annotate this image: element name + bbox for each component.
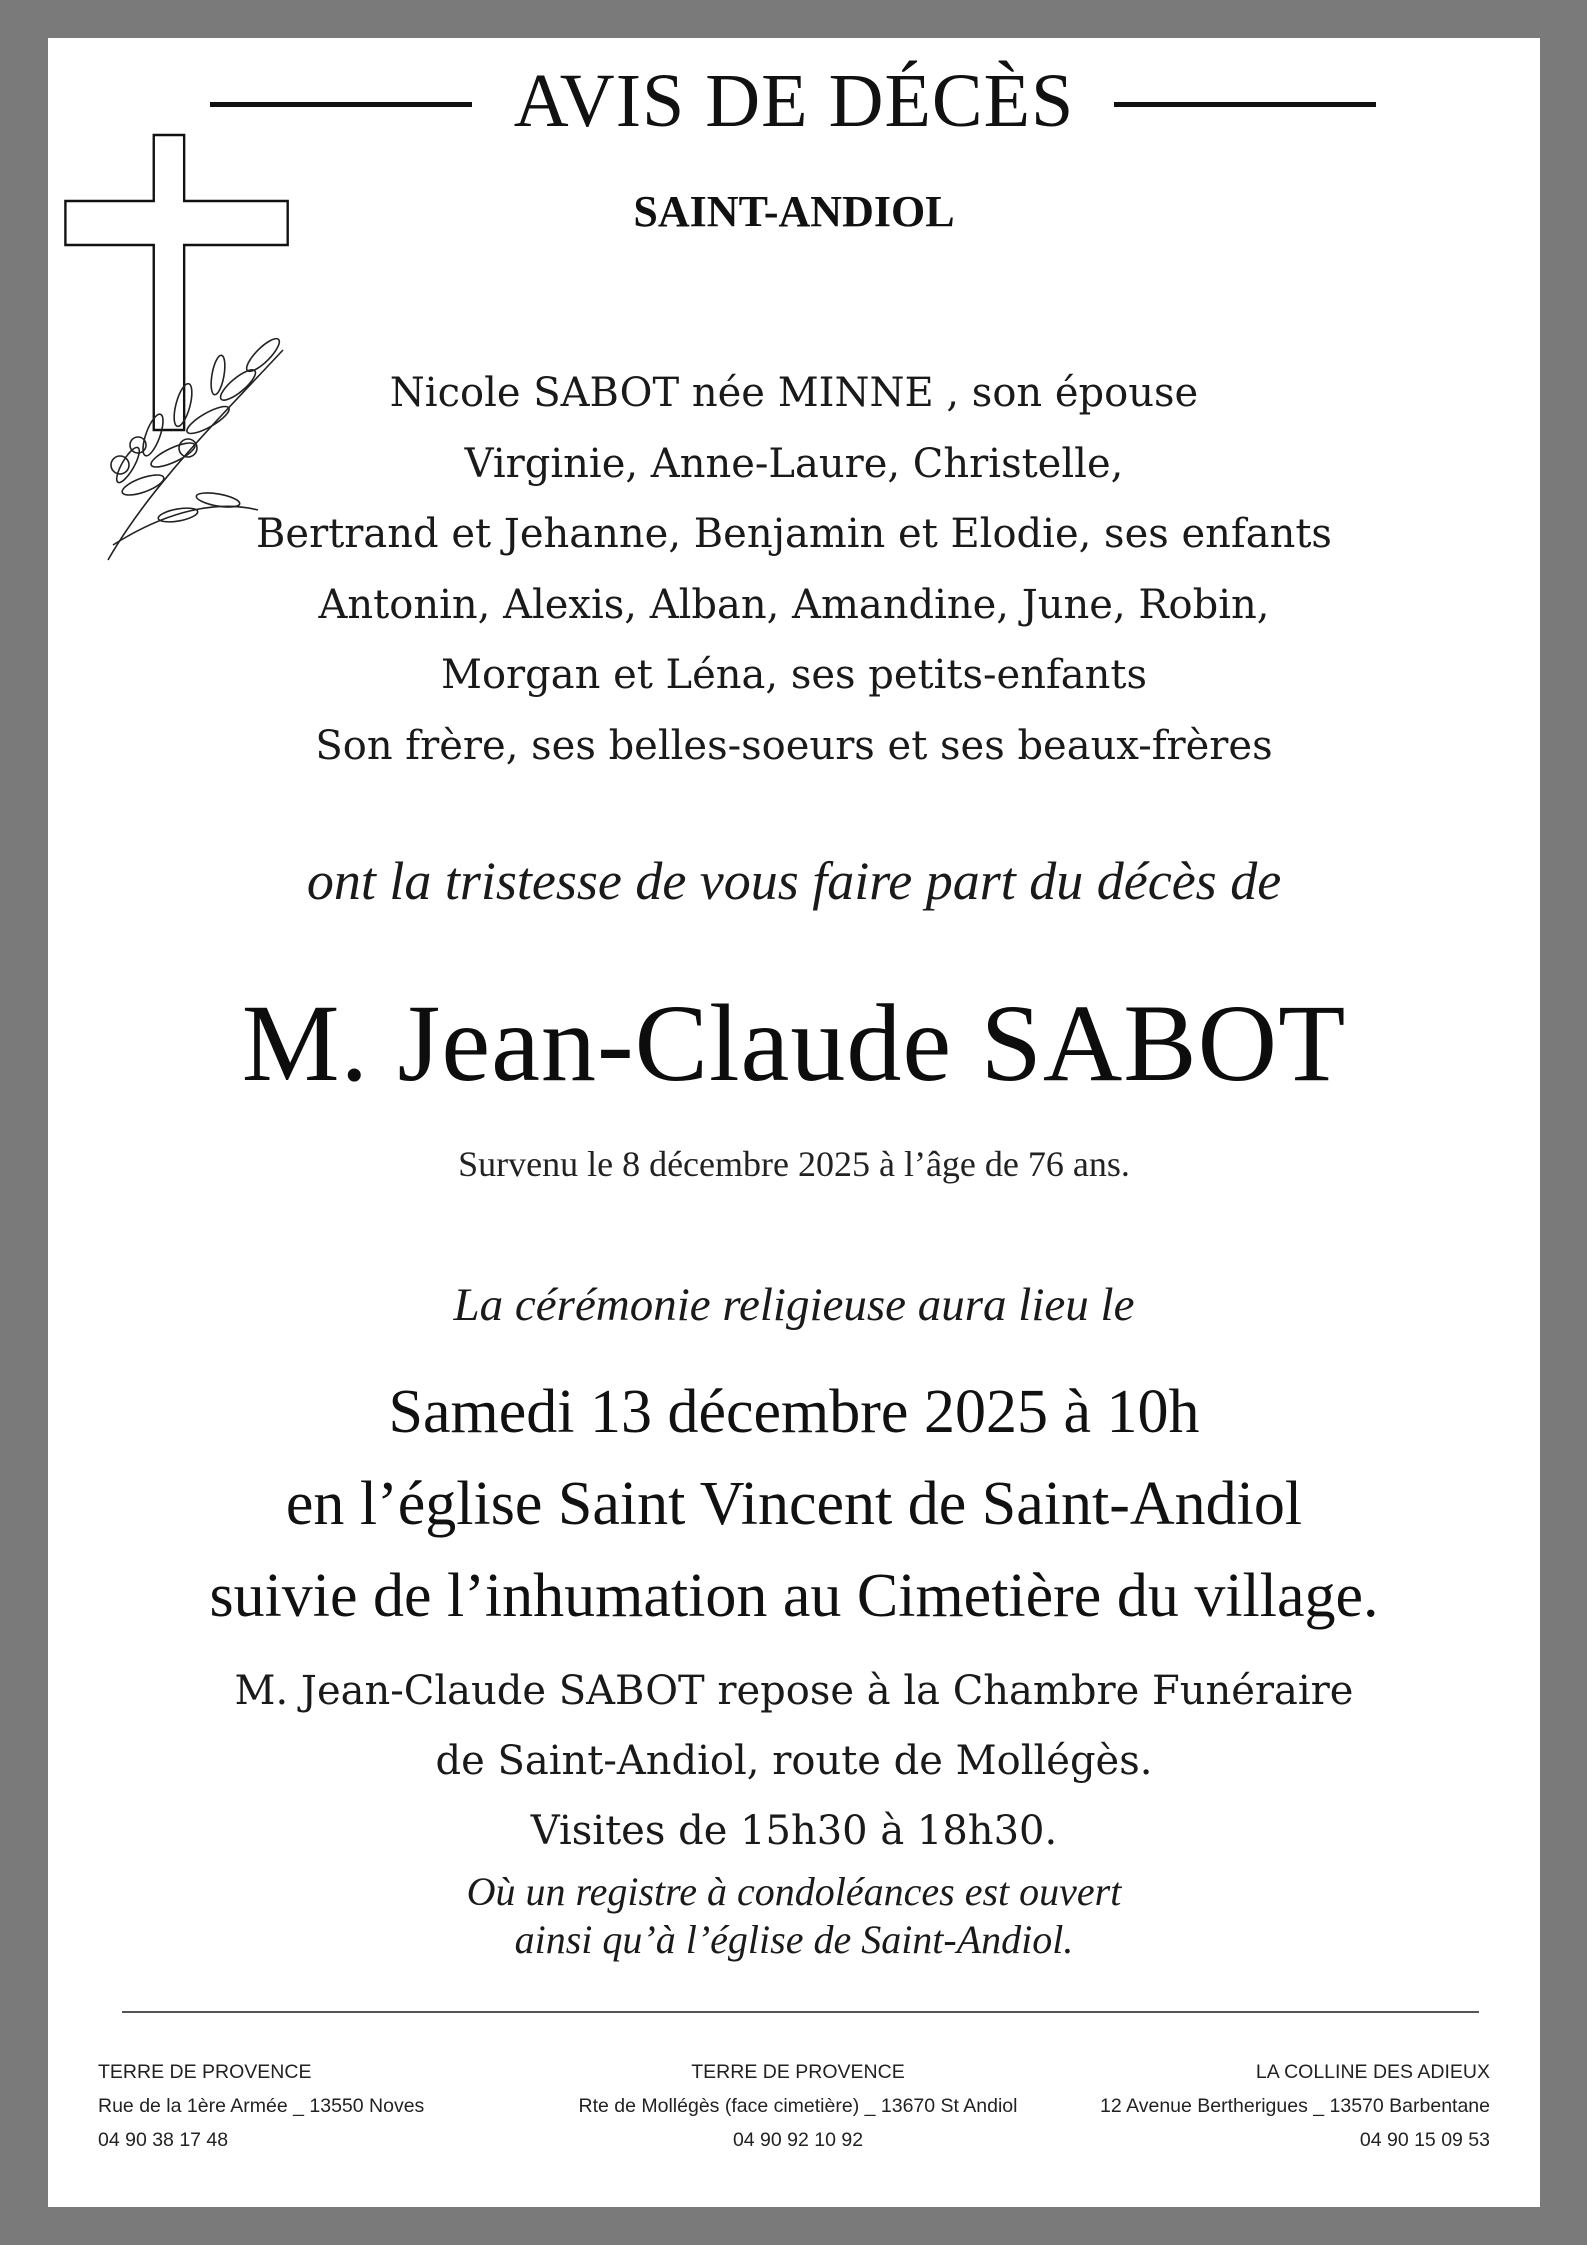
register-line: ainsi qu’à l’église de Saint-Andiol. xyxy=(514,1917,1074,1962)
funeral-home-name: TERRE DE PROVENCE xyxy=(98,2061,312,2083)
funeral-home-phone: 04 90 15 09 53 xyxy=(1359,2129,1490,2151)
title-divider-right xyxy=(1114,102,1376,107)
funeral-home-name: LA COLLINE DES ADIEUX xyxy=(1255,2061,1490,2083)
repose-info xyxy=(48,1656,1540,1866)
repose-line: de Saint-Andiol, route de Mollégès. xyxy=(435,1738,1153,1784)
deceased-name: M. Jean-Claude SABOT xyxy=(241,982,1347,1104)
repose-line: Visites de 15h30 à 18h30. xyxy=(530,1808,1058,1854)
footer-divider xyxy=(122,2011,1479,2013)
ceremony-details xyxy=(48,1366,1540,1642)
ceremony-line: en l’église Saint Vincent de Saint-Andiol xyxy=(285,1470,1303,1538)
funeral-home-address: Rte de Mollégès (face cimetière) _ 13670 St Andiol xyxy=(578,2095,1018,2117)
repose-line: M. Jean-Claude SABOT repose à la Chambre Funéraire xyxy=(234,1668,1354,1714)
family-line: Virginie, Anne-Laure, Christelle, xyxy=(464,440,1124,487)
family-line: Son frère, ses belles-soeurs et ses beaux-frères xyxy=(315,722,1273,769)
funeral-home-address: 12 Avenue Bertherigues _ 13570 Barbentane xyxy=(1100,2095,1490,2117)
family-line: Nicole SABOT née MINNE , son épouse xyxy=(389,370,1199,416)
obituary-page xyxy=(48,38,1540,2207)
funeral-home-3 xyxy=(1100,2055,1490,2157)
town-name: SAINT-ANDIOL xyxy=(633,187,955,236)
funeral-home-name: TERRE DE PROVENCE xyxy=(691,2061,905,2083)
family-line: Antonin, Alexis, Alban, Amandine, June, Robin, xyxy=(318,581,1270,628)
funeral-home-1 xyxy=(98,2055,424,2157)
ceremony-intro: La cérémonie religieuse aura lieu le xyxy=(453,1279,1135,1331)
family-line: Morgan et Léna, ses petits-enfants xyxy=(441,652,1147,698)
announcement-text: ont la tristesse de vous faire part du décès de xyxy=(306,851,1282,911)
family-line: Bertrand et Jehanne, Benjamin et Elodie, ses enfants xyxy=(256,511,1332,557)
funeral-home-2 xyxy=(518,2055,1078,2157)
family-list xyxy=(48,358,1540,781)
header xyxy=(48,52,1540,142)
funeral-home-address: Rue de la 1ère Armée _ 13550 Noves xyxy=(98,2095,425,2117)
death-info: Survenu le 8 décembre 2025 à l’âge de 76 ans. xyxy=(458,1144,1130,1184)
funeral-home-phone: 04 90 38 17 48 xyxy=(98,2129,229,2151)
page-title: AVIS DE DÉCÈS xyxy=(513,59,1075,143)
condolence-register-info xyxy=(48,1868,1540,1964)
funeral-home-phone: 04 90 92 10 92 xyxy=(732,2129,864,2151)
ceremony-line: suivie de l’inhumation au Cimetière du village. xyxy=(209,1562,1379,1630)
ceremony-line: Samedi 13 décembre 2025 à 10h xyxy=(388,1378,1200,1446)
register-line: Où un registre à condoléances est ouvert xyxy=(466,1869,1122,1914)
